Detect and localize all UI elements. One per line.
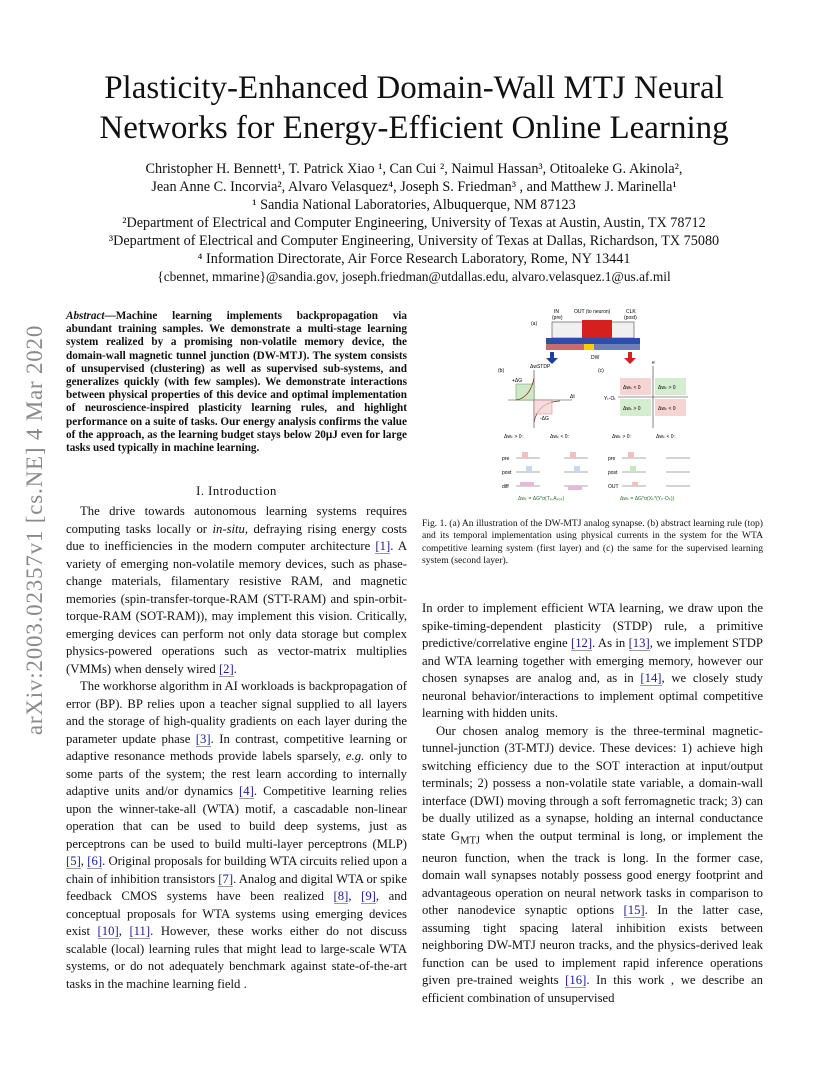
title-line-2: Networks for Energy-Efficient Online Learning bbox=[99, 110, 729, 146]
intro-paragraph-1 bbox=[66, 503, 407, 678]
pulse-out-c bbox=[632, 482, 638, 486]
citation-link[interactable]: [10] bbox=[97, 924, 119, 938]
authors-line-2: Jean Anne C. Incorvia², Alvaro Velasquez⁴, Joseph S. Friedman³ , and Matthew J. Marinella¹ bbox=[151, 179, 677, 195]
paper-title bbox=[60, 68, 768, 148]
pulse-pre-c bbox=[628, 452, 634, 458]
row-label-pre-c: pre bbox=[608, 456, 616, 462]
citation-link[interactable]: [11] bbox=[129, 924, 151, 938]
clk-label: CLK bbox=[626, 309, 636, 315]
citation-link[interactable]: [2] bbox=[218, 661, 234, 676]
citation-link[interactable]: [12] bbox=[570, 636, 593, 650]
blue-layer bbox=[546, 338, 640, 344]
citation-link[interactable]: [9] bbox=[361, 889, 376, 903]
in-label: IN bbox=[554, 309, 559, 315]
row-label-out-c: OUT bbox=[608, 484, 619, 490]
b-ltd-region bbox=[534, 400, 552, 414]
timing-title-3: Δwₖ > 0: bbox=[612, 434, 631, 440]
subscript: MTJ bbox=[460, 835, 481, 847]
affiliation-1: ¹ Sandia National Laboratories, Albuquerque, NM 87123 bbox=[252, 197, 576, 213]
out-label: OUT (to neuron) bbox=[574, 309, 611, 315]
row-label-diff: diff bbox=[502, 484, 509, 490]
citation-link[interactable]: [8] bbox=[333, 889, 349, 903]
c-y-label: e bbox=[652, 360, 655, 366]
red-domain bbox=[546, 344, 584, 350]
citation-link[interactable]: [4] bbox=[239, 784, 254, 798]
text-run: only to some parts of the system; the rest learn according to internally adaptive units and/or dynamics bbox=[66, 749, 407, 798]
up-arrow-icon bbox=[546, 352, 558, 364]
in-sub-label: (pre) bbox=[552, 315, 563, 321]
text-run: , we implement STDP and WTA learning together with emerging memory, however our chosen synapses are analog and, as in bbox=[422, 636, 763, 685]
text-run: , we closely study neuronal behavior/interactions to implement optimal competitive learning with hidden units. bbox=[422, 671, 763, 720]
text-run: . bbox=[233, 661, 237, 676]
abstract bbox=[66, 310, 407, 455]
author-block bbox=[60, 160, 768, 286]
text-run: . A variety of emerging non-volatile memory devices, such as phase-change materials, filamentary resistive RAM, and magnetic memories (spin-transfer-torque-RAM (STT-RAM) and spin-orbit-torque-RAM (SOT-RAM)), may implement this vision. Critically, emerging devices can perform not only data storage but complex physics-powered operations such as vector-matrix multiplies (VMMs) when densely wired bbox=[66, 539, 407, 676]
right-paragraph-1 bbox=[422, 600, 763, 723]
text-run: . In the latter case, assuming tight spacing lateral inhibition exists between neighboring DW-MTJ neuron tracks, and the physics-derived leak function can be used to implement rapid inference operations given pre-trained weights bbox=[422, 903, 763, 988]
pulse-diff-2 bbox=[568, 486, 582, 490]
citation-link[interactable]: [14] bbox=[640, 671, 662, 685]
row-label-post-c: post bbox=[608, 470, 618, 476]
text-run: . Original proposals for building WTA circuits relied upon a chain of inhibition transistors bbox=[66, 854, 407, 886]
pulse-post bbox=[526, 466, 532, 472]
panel-a-label: (a) bbox=[531, 321, 538, 327]
clk-sub-label: (post) bbox=[624, 315, 637, 321]
text-run: Our chosen analog memory is the three-terminal magnetic-tunnel-junction (3T-MTJ) device. These devices: 1) achieve high switching efficiency due to the SOT interaction at input/output terminals; 2) possess a non-volatile state variable, a domain-wall interface (DWI) moving through a soft ferromagnetic track; 3) can be dually utilized as a synapse, holding an internal conductance state G bbox=[422, 723, 763, 843]
panel-c-label: (c) bbox=[598, 368, 604, 374]
text-run: In order to implement efficient WTA learning, we draw upon the spike-timing-dependent plasticity (STDP) rule, a primitive predictive/correlative engine bbox=[422, 601, 763, 650]
b-y-label: ΔwSTDP bbox=[530, 364, 551, 370]
blue-domain bbox=[594, 344, 640, 350]
timing-title-2: Δwₖ < 0: bbox=[550, 434, 569, 440]
b-minus-label: -ΔG bbox=[540, 416, 549, 422]
right-column bbox=[422, 600, 763, 1007]
figure-1-diagram bbox=[490, 300, 700, 505]
row-label-pre: pre bbox=[502, 456, 510, 462]
text-run: , defraying rising energy costs due to inefficiencies in the modern computer architecture bbox=[66, 521, 407, 553]
author-emails: {cbennet, mmarine}@sandia.gov, joseph.friedman@utdallas.edu, alvaro.velasquez.1@us.af.mil bbox=[157, 269, 671, 284]
text-run: when the output terminal is long, or implement the neuron function, when the track is long. In the former case, domain wall synapses notably possess good energy footprint and advantageous operation on neural network tasks in comparison to other nanodevice synaptic options bbox=[422, 828, 763, 918]
arxiv-stamp bbox=[24, 300, 46, 760]
affiliation-2: ²Department of Electrical and Computer Engineering, University of Texas at Austin, Austin, TX 78712 bbox=[122, 215, 706, 231]
timing-title-4: Δwₖ < 0: bbox=[656, 434, 675, 440]
c-q4-label: Δwₖ < 0 bbox=[658, 406, 676, 412]
equation-b: Δwₖ = ΔG*σ(Tₚ,Aₚₒₛ) bbox=[518, 496, 565, 502]
pulse-pre bbox=[522, 452, 528, 458]
abstract-text: —Machine learning implements backpropagation via abundant training samples. We demonstrate a multi-stage learning system realized by a promising non-volatile memory device, the domain-wall magnetic tunnel junction (DW-MTJ). The system consists of unsupervised (clustering) as well as supervised sub-systems, and generalizes quickly (with few samples). We demonstrate interactions between physical properties of this device and optimal implementation of neuroscience-inspired plasticity learning rules, and highlight performance on a suite of tasks. Our energy analysis confirms the value of the approach, as the learning budget stays below 20μJ even for large tasks used typically in machine learning. bbox=[66, 310, 407, 455]
affiliation-4: ⁴ Information Directorate, Air Force Research Laboratory, Rome, NY 13441 bbox=[197, 251, 631, 267]
abstract-lead: Abstract bbox=[66, 310, 105, 322]
text-run: The drive towards autonomous learning systems requires computing tasks locally or bbox=[66, 504, 407, 536]
right-paragraph-2 bbox=[422, 723, 763, 1008]
citation-link[interactable]: [13] bbox=[628, 636, 650, 650]
text-run: , and conceptual proposals for WTA systems using emerging devices exist bbox=[66, 889, 407, 938]
c-q2-label: Δwₖ > 0 bbox=[658, 385, 676, 391]
domain-wall bbox=[584, 344, 594, 350]
citation-link[interactable]: [1] bbox=[375, 539, 391, 553]
intro-column bbox=[66, 503, 407, 993]
emphasis: in-situ bbox=[212, 521, 245, 536]
figure-caption: Fig. 1. (a) An illustration of the DW-MTJ analog synapse. (b) abstract learning rule (top) and its temporal implementation using physical currents in the system for the WTA competitive learning system (first layer) and (c) the same for the supervised learning system (second layer). bbox=[422, 518, 763, 567]
figure-1 bbox=[490, 300, 700, 505]
c-q1-label: Δwₖ < 0 bbox=[623, 385, 641, 391]
pulse-pre-2 bbox=[570, 452, 576, 458]
section-heading: I. Introduction bbox=[196, 484, 277, 498]
arxiv-id: arXiv:2003.02357v1 [cs.NE] 4 Mar 2020 bbox=[22, 324, 47, 736]
c-q3-label: Δwₖ > 0 bbox=[623, 406, 641, 412]
citation-link[interactable]: [15] bbox=[623, 903, 645, 918]
panel-b-label: (b) bbox=[498, 368, 505, 374]
text-run: . As in bbox=[592, 636, 629, 650]
down-arrow-icon bbox=[624, 352, 636, 364]
text-run: . In this work , we describe an efficient combination of unsupervised bbox=[422, 973, 764, 1005]
citation-link[interactable]: [5] bbox=[66, 854, 81, 868]
b-plus-label: +ΔG bbox=[512, 378, 523, 384]
citation-link[interactable]: [16] bbox=[565, 973, 587, 988]
pulse-post-2 bbox=[574, 466, 580, 472]
citation-link[interactable]: [3] bbox=[195, 731, 211, 746]
intro-paragraph-2: The workhorse algorithm in AI workloads is backpropagation of error (BP). BP relies upon a teacher signal supplied to all layers and the storage of high-quality gradients on each layer during the parameter update phase [3]. In contrast, competitive learning or adaptive resonance methods provide labels sparsely, e.g. only to some parts of the system; the rest learn according to internally adaptive units and/or dynamics [4]. Competitive learning relies upon the winner-take-all (WTA) motif, a cascadable non-linear operation that can be used to build deep systems, just as perceptrons can be used to build multi-layer perceptrons (MLP) [5], [6]. Original proposals for building WTA circuits relied upon a chain of inhibition transistors [7]. Analog and digital WTA or spike feedback CMOS systems have been realized [8], [9], and conceptual proposals for WTA systems using emerging devices exist [10], [11]. However, these works either do not discuss scalable (local) learning rules that might lead to large-scale WTA systems, or do not adequately benchmark against state-of-the-art tasks in the machine learning field . bbox=[66, 679, 407, 991]
dw-label: DW bbox=[591, 355, 600, 361]
pulse-diff bbox=[520, 482, 534, 486]
title-line-1: Plasticity-Enhanced Domain-Wall MTJ Neural bbox=[104, 70, 724, 106]
timing-title-1: Δwₖ > 0: bbox=[504, 434, 523, 440]
citation-link[interactable]: [7] bbox=[218, 871, 234, 886]
text-run: The workhorse algorithm in AI workloads is backpropagation of error (BP). BP relies upon a teacher signal supplied to all layers and the storage of high-quality gradients on each layer during the parameter update phase bbox=[66, 679, 407, 746]
b-x-label: Δt bbox=[570, 394, 575, 400]
affiliation-3: ³Department of Electrical and Computer Engineering, University of Texas at Dallas, Richardson, TX 75080 bbox=[108, 233, 720, 249]
row-label-post: post bbox=[502, 470, 512, 476]
citation-link[interactable]: [6] bbox=[87, 854, 103, 868]
equation-c: Δwₖ = ΔG*σ(Xₖ*(Yₖ-Oₖ)) bbox=[620, 496, 675, 502]
text-run: . However, these works either do not discuss scalable (local) learning rules that might lead to large-scale WTA systems, or do not adequately benchmark against state-of-the-art tasks in the machine learning field . bbox=[66, 924, 407, 991]
c-x-label: Yₜ-Oₜ bbox=[604, 396, 616, 402]
emphasis: e.g. bbox=[345, 749, 365, 763]
authors-line-1: Christopher H. Bennett¹, T. Patrick Xiao ¹, Can Cui ², Naimul Hassan³, Otitoaleke G. Akinola², bbox=[145, 161, 683, 177]
text-run: . In contrast, competitive learning or adaptive resonance methods provide labels sparsely, bbox=[66, 731, 407, 763]
text-run: . Analog and digital WTA or spike feedback CMOS systems have been realized bbox=[66, 871, 407, 903]
out-terminal bbox=[582, 320, 612, 338]
text-run: . Competitive learning relies upon the winner-take-all (WTA) motif, a cascadable non-linear operation that can be used to build deep systems, just as perceptrons can be used to build multi-layer perceptrons (MLP) bbox=[66, 784, 407, 851]
pulse-post-c bbox=[630, 466, 636, 472]
